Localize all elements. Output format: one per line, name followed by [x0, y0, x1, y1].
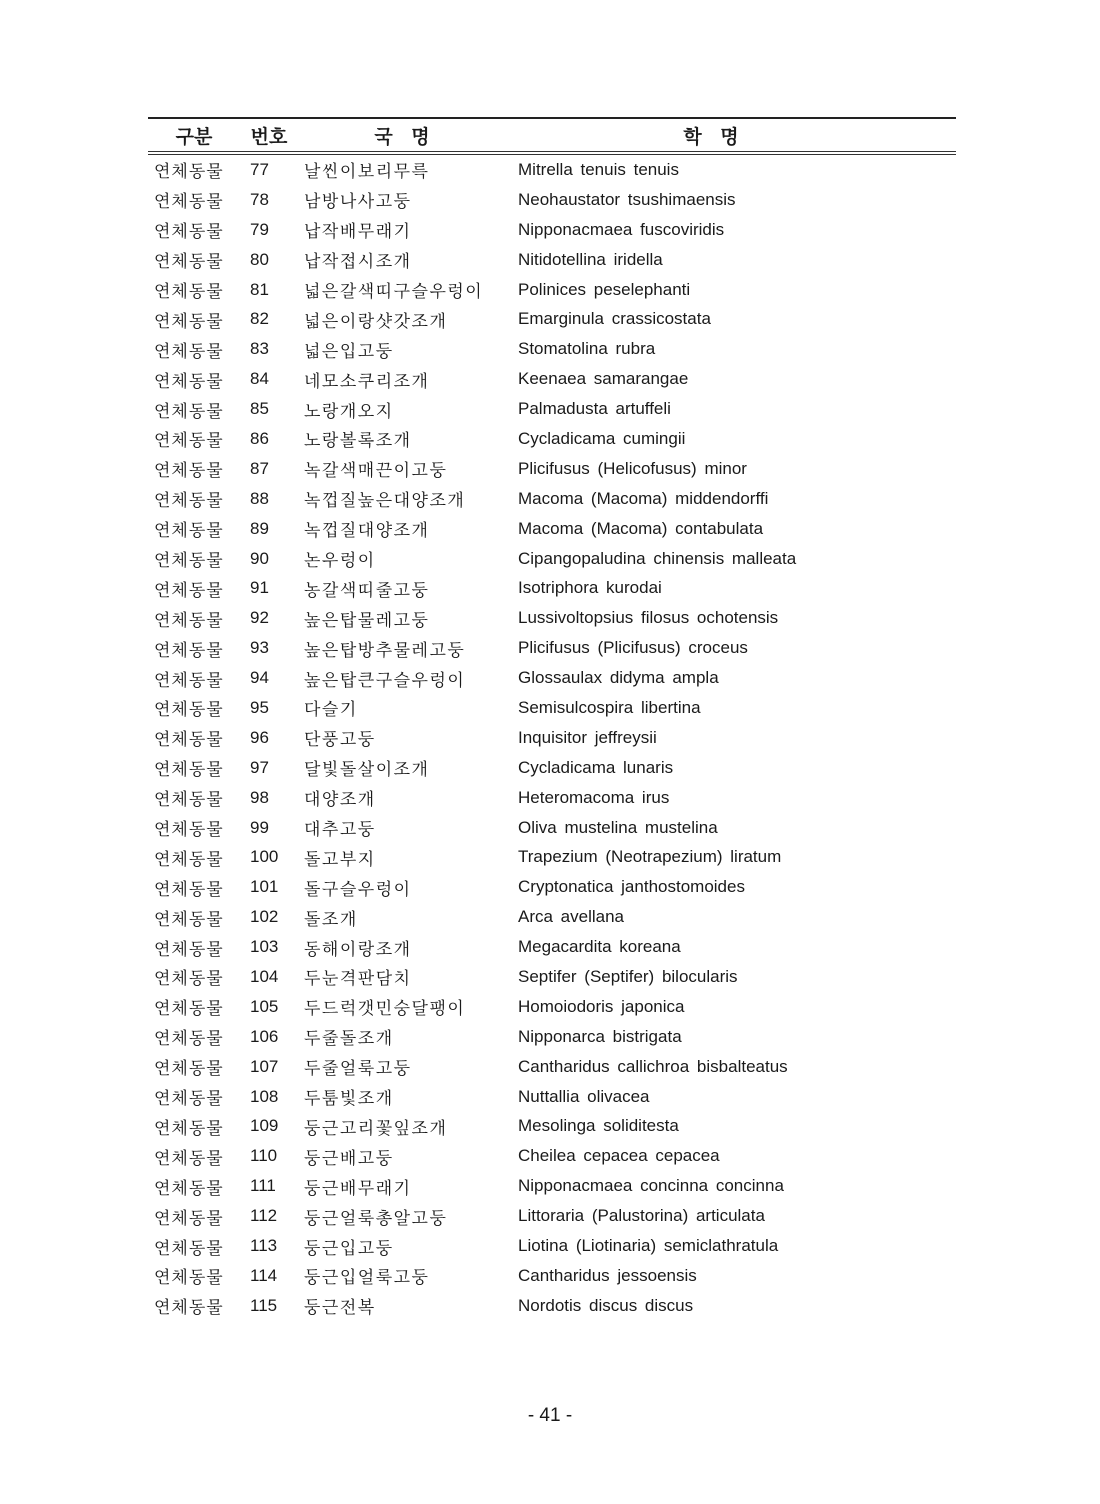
row-korean-name: 둥근입얼룩고둥: [304, 1268, 430, 1289]
table-row: [148, 842, 956, 872]
row-category: 연체동물: [154, 730, 224, 751]
row-korean-name: 두줄돌조개: [304, 1029, 394, 1050]
row-scientific-name: Arca avellana: [518, 907, 625, 927]
row-scientific-name: Homoiodoris japonica: [518, 996, 685, 1016]
row-number: 106: [250, 1026, 279, 1046]
row-number: 95: [250, 697, 269, 717]
row-scientific-name: Plicifusus (Helicofusus) minor: [518, 458, 747, 478]
table-row: [148, 544, 956, 574]
row-number: 85: [250, 399, 269, 419]
row-category: 연체동물: [154, 491, 224, 512]
row-number: 104: [250, 966, 279, 986]
row-scientific-name: Trapezium (Neotrapezium) liratum: [518, 847, 782, 867]
row-korean-name: 높은탑물레고둥: [304, 610, 430, 631]
row-scientific-name: Plicifusus (Plicifusus) croceus: [518, 638, 748, 658]
table-row: [148, 454, 956, 484]
row-category: 연체동물: [154, 1029, 224, 1050]
row-category: 연체동물: [154, 311, 224, 332]
table-row: [148, 603, 956, 633]
row-number: 94: [250, 668, 269, 688]
row-scientific-name: Neohaustator tsushimaensis: [518, 189, 736, 209]
row-scientific-name: Polinices peselephanti: [518, 279, 691, 299]
row-scientific-name: Emarginula crassicostata: [518, 309, 711, 329]
table-row: [148, 1171, 956, 1201]
row-scientific-name: Cantharidus jessoensis: [518, 1265, 697, 1285]
row-korean-name: 녹껍질대양조개: [304, 521, 430, 542]
row-scientific-name: Mesolinga soliditesta: [518, 1116, 679, 1136]
row-number: 110: [250, 1146, 278, 1166]
row-scientific-name: Macoma (Macoma) contabulata: [518, 518, 764, 538]
table-row: [148, 153, 956, 185]
row-number: 114: [250, 1265, 278, 1285]
row-number: 92: [250, 608, 269, 628]
row-korean-name: 넓은입고둥: [304, 341, 394, 362]
table-row: [148, 1231, 956, 1261]
table-row: [148, 275, 956, 305]
row-korean-name: 남방나사고둥: [304, 192, 412, 213]
row-korean-name: 달빛돌살이조개: [304, 760, 430, 781]
table-row: [148, 693, 956, 723]
table-row: [148, 902, 956, 932]
row-category: 연체동물: [154, 341, 224, 362]
row-category: 연체동물: [154, 371, 224, 392]
row-category: 연체동물: [154, 1118, 224, 1139]
row-scientific-name: Mitrella tenuis tenuis: [518, 159, 679, 179]
row-korean-name: 둥근고리꽃잎조개: [304, 1118, 448, 1139]
row-scientific-name: Cycladicama cumingii: [518, 428, 686, 448]
header-number: 번호: [240, 118, 298, 153]
row-number: 115: [250, 1295, 278, 1315]
row-category: 연체동물: [154, 162, 224, 183]
row-scientific-name: Glossaulax didyma ampla: [518, 668, 719, 688]
row-korean-name: 두드럭갯민숭달팽이: [304, 999, 466, 1020]
header-scientific-name: 학 명: [512, 118, 956, 153]
row-category: 연체동물: [154, 461, 224, 482]
row-category: 연체동물: [154, 909, 224, 930]
table-row: [148, 1261, 956, 1291]
row-category: 연체동물: [154, 521, 224, 542]
row-number: 88: [250, 488, 269, 508]
header-category: 구분: [148, 118, 240, 153]
row-scientific-name: Nuttallia olivacea: [518, 1086, 650, 1106]
table-row: [148, 245, 956, 275]
row-scientific-name: Isotriphora kurodai: [518, 578, 662, 598]
row-number: 101: [250, 877, 279, 897]
row-korean-name: 돌조개: [304, 909, 358, 930]
row-number: 99: [250, 817, 269, 837]
row-korean-name: 높은탑큰구슬우렁이: [304, 670, 466, 691]
table-row: [148, 185, 956, 215]
row-scientific-name: Cycladicama lunaris: [518, 757, 674, 777]
table-row: [148, 215, 956, 245]
row-category: 연체동물: [154, 610, 224, 631]
row-category: 연체동물: [154, 1089, 224, 1110]
row-number: 77: [250, 159, 269, 179]
row-number: 97: [250, 757, 269, 777]
row-category: 연체동물: [154, 849, 224, 870]
table-row: [148, 1201, 956, 1231]
row-korean-name: 다슬기: [304, 700, 358, 721]
row-korean-name: 넓은이랑샷갓조개: [304, 311, 448, 332]
row-category: 연체동물: [154, 879, 224, 900]
row-category: 연체동물: [154, 551, 224, 572]
row-korean-name: 두눈격판담치: [304, 969, 412, 990]
row-category: 연체동물: [154, 999, 224, 1020]
row-korean-name: 노랑개오지: [304, 401, 394, 422]
row-korean-name: 돌구슬우렁이: [304, 879, 412, 900]
row-number: 109: [250, 1116, 279, 1136]
row-korean-name: 둥근배고둥: [304, 1148, 394, 1169]
table-row: [148, 1141, 956, 1171]
row-category: 연체동물: [154, 969, 224, 990]
row-scientific-name: Nipponacmaea concinna concinna: [518, 1176, 784, 1196]
table-row: [148, 1052, 956, 1082]
row-korean-name: 논우렁이: [304, 551, 376, 572]
table-row: [148, 394, 956, 424]
row-category: 연체동물: [154, 252, 224, 273]
row-category: 연체동물: [154, 1148, 224, 1169]
table-row: [148, 334, 956, 364]
row-scientific-name: Nipponarca bistrigata: [518, 1026, 682, 1046]
row-korean-name: 둥근전복: [304, 1298, 376, 1319]
row-number: 98: [250, 787, 269, 807]
table-row: [148, 932, 956, 962]
row-korean-name: 둥근입고둥: [304, 1238, 394, 1259]
table-row: [148, 1112, 956, 1142]
table-row: [148, 783, 956, 813]
row-category: 연체동물: [154, 282, 224, 302]
row-number: 83: [250, 339, 269, 359]
row-scientific-name: Cantharidus callichroa bisbalteatus: [518, 1056, 788, 1076]
row-korean-name: 둥근얼룩총알고둥: [304, 1208, 448, 1229]
row-number: 90: [250, 548, 269, 568]
row-number: 102: [250, 907, 279, 927]
row-category: 연체동물: [154, 1178, 224, 1199]
row-scientific-name: Lussivoltopsius filosus ochotensis: [518, 608, 779, 628]
row-category: 연체동물: [154, 1238, 224, 1259]
row-korean-name: 농갈색띠줄고둥: [304, 580, 430, 601]
row-number: 82: [250, 309, 269, 329]
row-number: 105: [250, 996, 279, 1016]
row-scientific-name: Keenaea samarangae: [518, 369, 689, 389]
row-scientific-name: Littoraria (Palustorina) articulata: [518, 1206, 765, 1226]
table-row: [148, 573, 956, 603]
row-number: 91: [250, 578, 269, 598]
row-scientific-name: Inquisitor jeffreysii: [518, 727, 657, 747]
page-number: - 41 -: [527, 1405, 573, 1426]
row-korean-name: 대양조개: [304, 790, 376, 811]
row-category: 연체동물: [154, 222, 224, 243]
row-category: 연체동물: [154, 431, 224, 452]
row-scientific-name: Nipponacmaea fuscoviridis: [518, 219, 725, 239]
row-korean-name: 노랑볼록조개: [304, 431, 412, 452]
row-scientific-name: Palmadusta artuffeli: [518, 399, 671, 419]
table-row: [148, 514, 956, 544]
table-row: [148, 872, 956, 902]
row-number: 86: [250, 428, 269, 448]
row-category: 연체동물: [154, 580, 224, 601]
row-korean-name: 네모소쿠리조개: [304, 371, 430, 392]
row-scientific-name: Oliva mustelina mustelina: [518, 817, 718, 837]
row-korean-name: 동해이랑조개: [304, 939, 412, 960]
species-table: [148, 117, 956, 1321]
row-category: 연체동물: [154, 640, 224, 661]
table-row: [148, 1291, 956, 1321]
table-row: [148, 633, 956, 663]
row-scientific-name: Cipangopaludina chinensis malleata: [518, 548, 797, 568]
row-number: 80: [250, 249, 269, 269]
row-korean-name: 두툼빛조개: [304, 1089, 394, 1110]
row-number: 111: [250, 1176, 276, 1196]
table-row: [148, 723, 956, 753]
row-scientific-name: Liotina (Liotinaria) semiclathratula: [518, 1236, 779, 1255]
table-row: [148, 424, 956, 454]
table-row: [148, 1022, 956, 1052]
row-number: 103: [250, 937, 279, 957]
row-korean-name: 납작접시조개: [304, 252, 412, 273]
row-category: 연체동물: [154, 670, 224, 691]
row-scientific-name: Cheilea cepacea cepacea: [518, 1146, 720, 1166]
row-scientific-name: Heteromacoma irus: [518, 787, 670, 807]
row-korean-name: 녹껍질높은대양조개: [304, 491, 466, 512]
row-korean-name: 납작배무래기: [304, 222, 412, 243]
row-number: 100: [250, 847, 279, 867]
table-body: [148, 153, 956, 1321]
row-scientific-name: Cryptonatica janthostomoides: [518, 877, 745, 897]
table-row: [148, 753, 956, 783]
table-row: [148, 813, 956, 843]
row-number: 108: [250, 1086, 279, 1106]
row-korean-name: 대추고둥: [304, 820, 376, 841]
table-row: [148, 992, 956, 1022]
row-category: 연체동물: [154, 790, 224, 811]
row-category: 연체동물: [154, 1208, 224, 1229]
table-row: [148, 484, 956, 514]
row-category: 연체동물: [154, 1298, 224, 1319]
row-number: 87: [250, 458, 269, 478]
row-category: 연체동물: [154, 939, 224, 960]
row-scientific-name: Macoma (Macoma) middendorffi: [518, 488, 769, 508]
row-category: 연체동물: [154, 1059, 224, 1080]
row-scientific-name: Stomatolina rubra: [518, 339, 656, 359]
table-row: [148, 663, 956, 693]
row-korean-name: 높은탑방추물레고둥: [304, 640, 466, 661]
row-korean-name: 날씬이보리무륵: [304, 162, 430, 183]
row-scientific-name: Septifer (Septifer) bilocularis: [518, 966, 738, 986]
row-number: 89: [250, 518, 269, 538]
row-scientific-name: Megacardita koreana: [518, 937, 681, 957]
row-category: 연체동물: [154, 760, 224, 781]
row-scientific-name: Nordotis discus discus: [518, 1295, 694, 1315]
row-scientific-name: Nitidotellina iridella: [518, 249, 663, 269]
table-row: [148, 1082, 956, 1112]
row-number: 107: [250, 1056, 279, 1076]
table-row: [148, 304, 956, 334]
row-korean-name: 둥근배무래기: [304, 1178, 412, 1199]
row-korean-name: 녹갈색매끈이고둥: [304, 461, 448, 482]
row-number: 81: [250, 279, 269, 299]
row-category: 연체동물: [154, 820, 224, 841]
row-korean-name: 돌고부지: [304, 849, 376, 870]
row-number: 78: [250, 189, 269, 209]
row-scientific-name: Semisulcospira libertina: [518, 697, 701, 717]
row-korean-name: 넓은갈색띠구슬우렁이: [304, 282, 484, 302]
row-number: 79: [250, 219, 269, 239]
table-row: [148, 364, 956, 394]
table-row: [148, 962, 956, 992]
row-number: 96: [250, 727, 269, 747]
table-header-row: [148, 118, 956, 153]
row-number: 112: [250, 1206, 278, 1226]
row-category: 연체동물: [154, 700, 224, 721]
row-korean-name: 두줄얼룩고둥: [304, 1059, 412, 1080]
row-korean-name: 단풍고둥: [304, 730, 376, 751]
row-number: 113: [250, 1236, 278, 1255]
row-category: 연체동물: [154, 401, 224, 422]
row-category: 연체동물: [154, 192, 224, 213]
row-number: 84: [250, 369, 269, 389]
row-category: 연체동물: [154, 1268, 224, 1289]
row-number: 93: [250, 638, 269, 658]
header-korean-name: 국 명: [298, 118, 512, 153]
